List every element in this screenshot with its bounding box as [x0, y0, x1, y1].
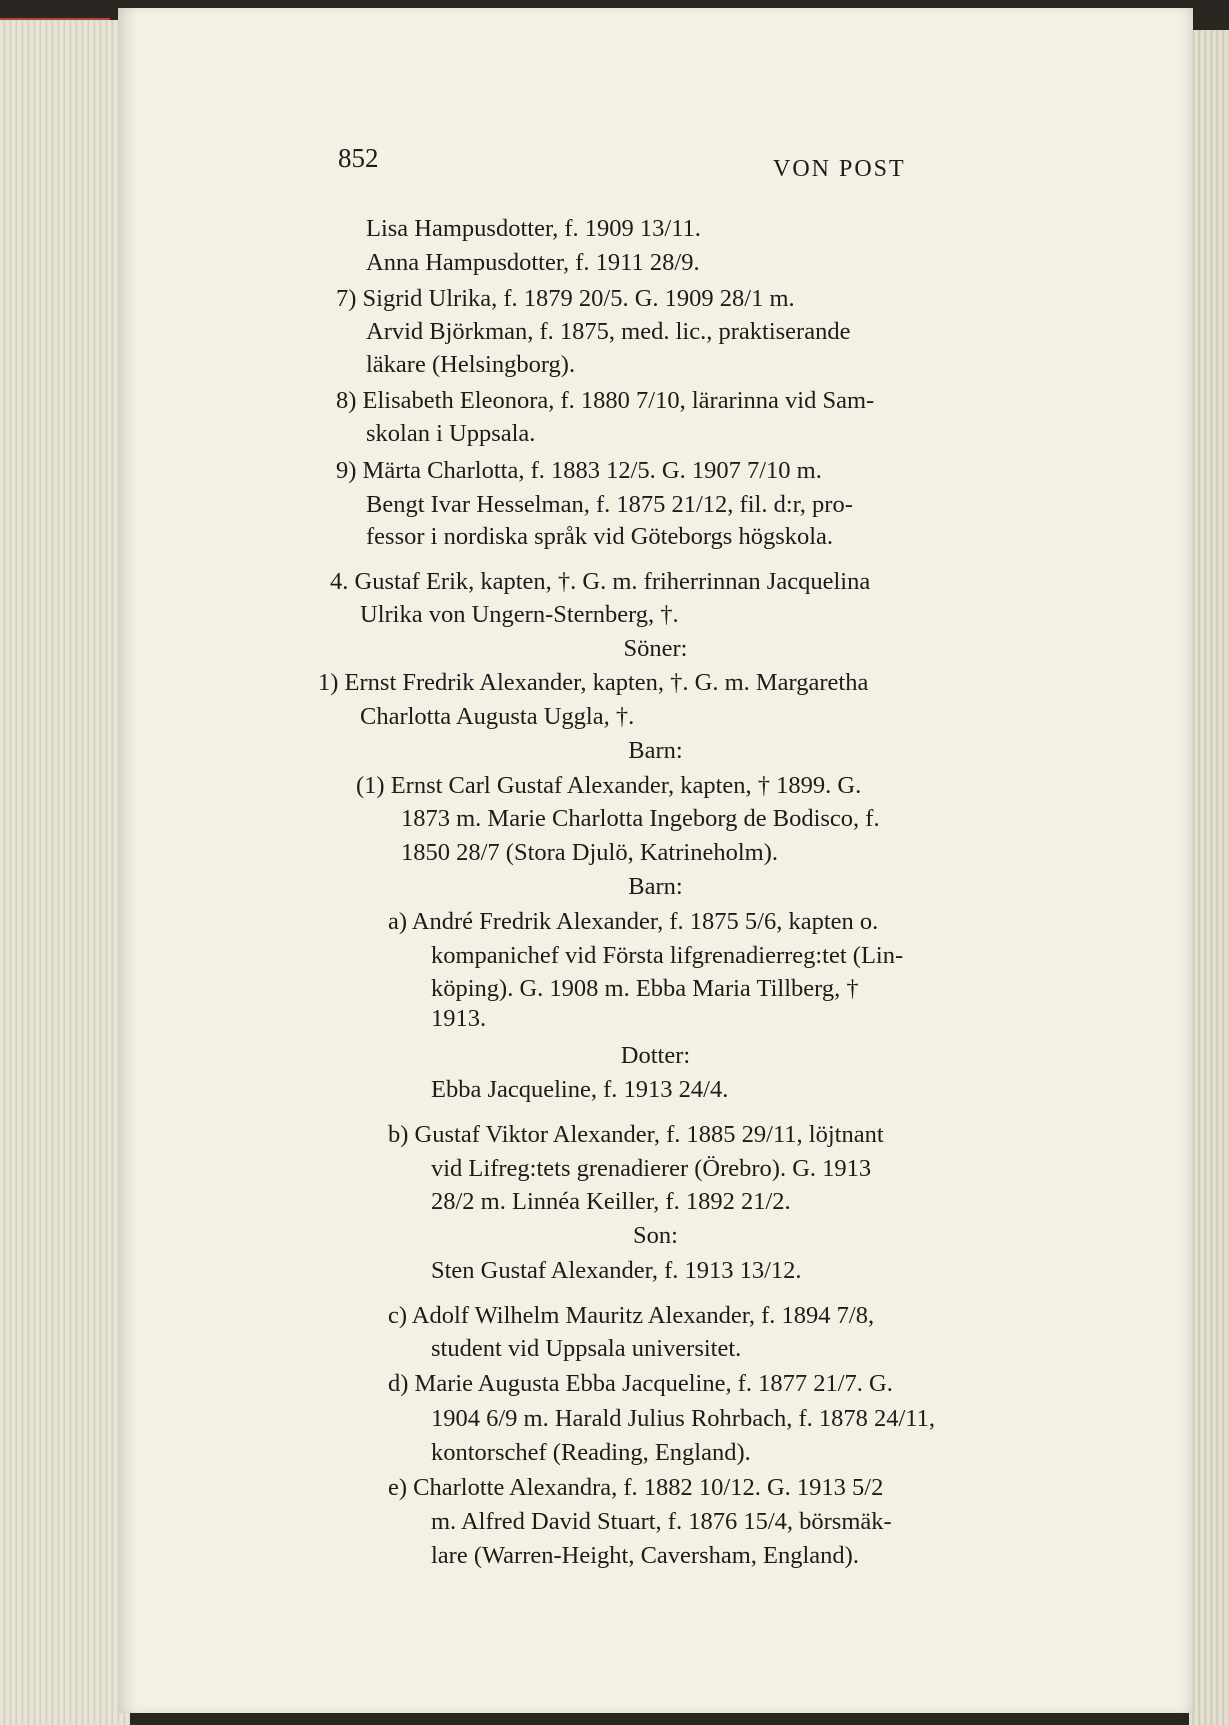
text-line: 9) Märta Charlotta, f. 1883 12/5. G. 1907 7/10 m.	[336, 457, 822, 484]
text-line: skolan i Uppsala.	[366, 420, 536, 447]
text-line: m. Alfred David Stuart, f. 1876 15/4, börsmäk-	[431, 1508, 892, 1535]
text-line: 1873 m. Marie Charlotta Ingeborg de Bodisco, f.	[401, 805, 880, 832]
section-heading: Dotter:	[620, 1042, 691, 1069]
text-line: fessor i nordiska språk vid Göteborgs högskola.	[366, 523, 834, 550]
text-line: läkare (Helsingborg).	[366, 351, 576, 378]
text-line: Sten Gustaf Alexander, f. 1913 13/12.	[431, 1257, 802, 1284]
text-line: kompanichef vid Första lifgrenadierreg:tet (Lin-	[431, 942, 904, 969]
book-page-stack-left	[0, 20, 130, 1725]
text-line: c) Adolf Wilhelm Mauritz Alexander, f. 1894 7/8,	[388, 1302, 875, 1329]
book-page-stack-right	[1189, 30, 1229, 1725]
text-line: Lisa Hampusdotter, f. 1909 13/11.	[366, 215, 701, 242]
text-line: lare (Warren-Height, Caversham, England).	[431, 1542, 859, 1569]
text-line: Anna Hampusdotter, f. 1911 28/9.	[366, 249, 700, 276]
section-heading: Son:	[633, 1222, 678, 1249]
text-line: a) André Fredrik Alexander, f. 1875 5/6, kapten o.	[388, 908, 879, 935]
section-heading: Söner:	[623, 635, 688, 662]
text-line: student vid Uppsala universitet.	[431, 1335, 742, 1362]
text-line: 8) Elisabeth Eleonora, f. 1880 7/10, lärarinna vid Sam-	[336, 387, 875, 414]
text-line: Bengt Ivar Hesselman, f. 1875 21/12, fil. d:r, pro-	[366, 491, 853, 518]
text-line: Charlotta Augusta Uggla, †.	[360, 703, 635, 730]
text-line: Arvid Björkman, f. 1875, med. lic., praktiserande	[366, 318, 851, 345]
text-line: 28/2 m. Linnéa Keiller, f. 1892 21/2.	[431, 1188, 791, 1215]
section-heading: Barn:	[628, 737, 683, 764]
text-line: kontorschef (Reading, England).	[431, 1439, 751, 1466]
text-line: 1913.	[431, 1005, 487, 1032]
text-line: 1904 6/9 m. Harald Julius Rohrbach, f. 1878 24/11,	[431, 1405, 936, 1432]
page-number: 852	[338, 143, 379, 173]
text-line: 7) Sigrid Ulrika, f. 1879 20/5. G. 1909 28/1 m.	[336, 285, 795, 312]
text-line: vid Lifreg:tets grenadierer (Örebro). G. 1913	[431, 1155, 872, 1182]
text-line: Ebba Jacqueline, f. 1913 24/4.	[431, 1076, 729, 1103]
text-line: b) Gustaf Viktor Alexander, f. 1885 29/11, löjtnant	[388, 1121, 884, 1148]
text-line: 4. Gustaf Erik, kapten, †. G. m. friherrinnan Jacquelina	[330, 568, 871, 595]
text-line: 1850 28/7 (Stora Djulö, Katrineholm).	[401, 839, 778, 866]
section-heading: Barn:	[628, 873, 683, 900]
text-line: e) Charlotte Alexandra, f. 1882 10/12. G. 1913 5/2	[388, 1474, 884, 1501]
text-line: köping). G. 1908 m. Ebba Maria Tillberg, †	[431, 975, 859, 1002]
text-line: 1) Ernst Fredrik Alexander, kapten, †. G. m. Margaretha	[318, 669, 869, 696]
text-line: Ulrika von Ungern-Sternberg, †.	[360, 601, 679, 628]
text-line: (1) Ernst Carl Gustaf Alexander, kapten, † 1899. G.	[356, 772, 862, 799]
text-line: d) Marie Augusta Ebba Jacqueline, f. 1877 21/7. G.	[388, 1370, 893, 1397]
book-page	[118, 8, 1193, 1713]
running-head: VON POST	[773, 156, 906, 182]
